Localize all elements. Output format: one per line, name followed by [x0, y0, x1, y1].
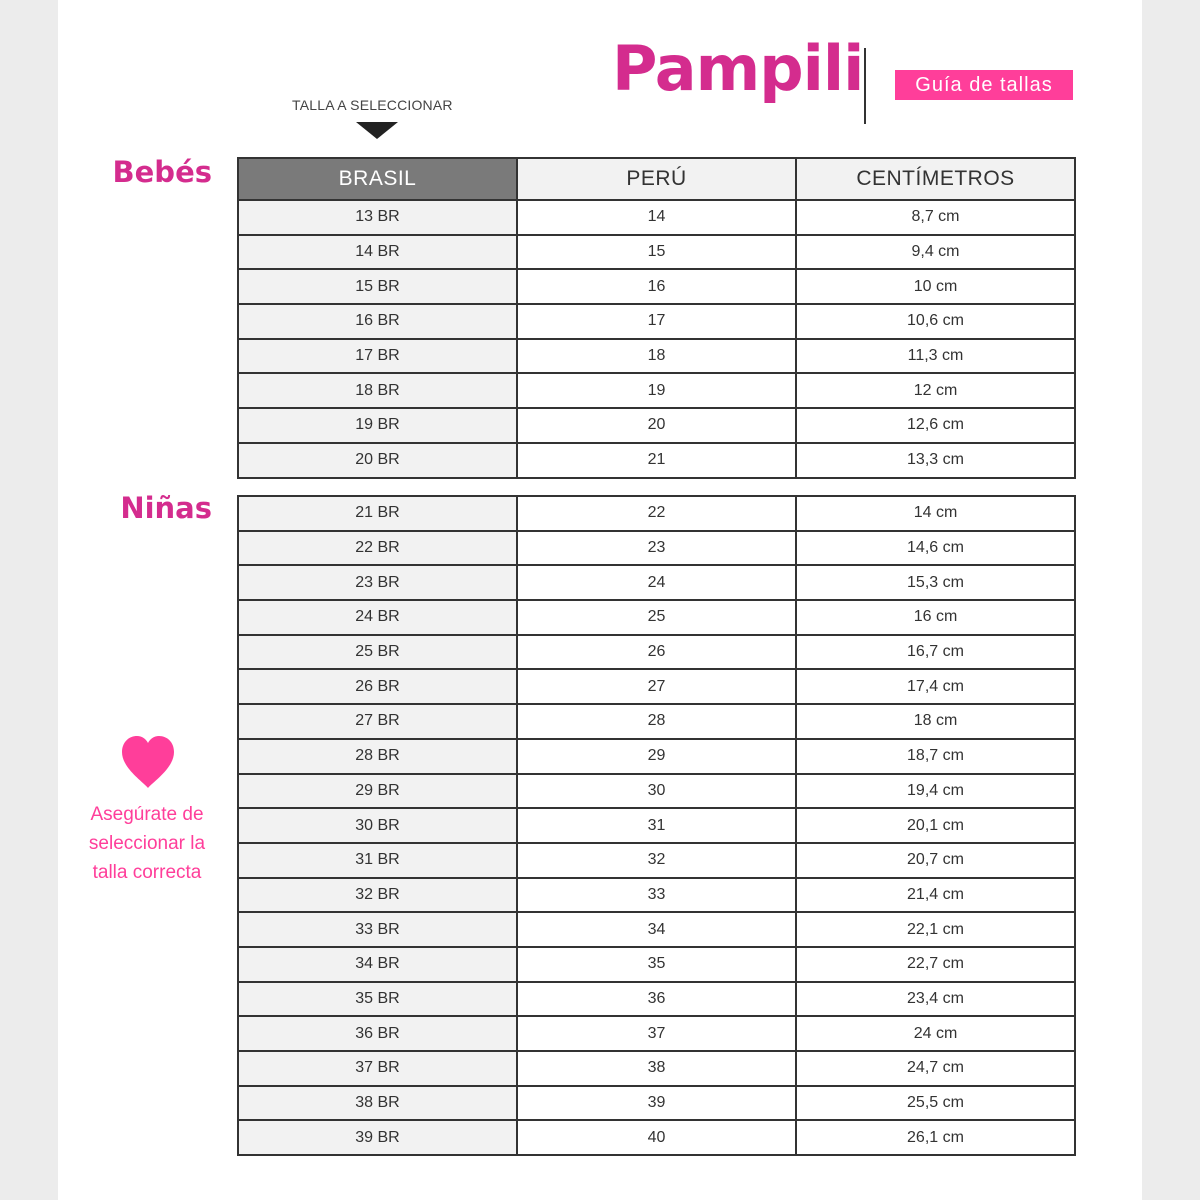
table-row	[238, 235, 1075, 270]
table-row	[238, 531, 1075, 566]
centimeters-cell: 18,7 cm	[796, 739, 1075, 774]
table-row	[238, 269, 1075, 304]
brasil-size-cell: 26 BR	[238, 669, 517, 704]
brasil-size-cell: 29 BR	[238, 774, 517, 809]
peru-size-cell: 36	[517, 982, 796, 1017]
centimeters-cell: 11,3 cm	[796, 339, 1075, 374]
size-note-line: Asegúrate de	[90, 804, 204, 825]
ninas-size-table	[237, 495, 1076, 1156]
peru-size-cell: 28	[517, 704, 796, 739]
peru-size-cell: 22	[517, 496, 796, 531]
table-row	[238, 600, 1075, 635]
centimeters-cell: 14 cm	[796, 496, 1075, 531]
brasil-size-cell: 39 BR	[238, 1120, 517, 1155]
centimeters-cell: 8,7 cm	[796, 200, 1075, 235]
peru-size-cell: 23	[517, 531, 796, 566]
column-header-centimetros: CENTÍMETROS	[796, 158, 1075, 200]
peru-size-cell: 15	[517, 235, 796, 270]
centimeters-cell: 10 cm	[796, 269, 1075, 304]
table-row	[238, 774, 1075, 809]
centimeters-cell: 24 cm	[796, 1016, 1075, 1051]
table-header-row	[238, 158, 1075, 200]
peru-size-cell: 18	[517, 339, 796, 374]
centimeters-cell: 16,7 cm	[796, 635, 1075, 670]
centimeters-cell: 20,1 cm	[796, 808, 1075, 843]
centimeters-cell: 15,3 cm	[796, 565, 1075, 600]
size-guide-badge: Guía de tallas	[895, 70, 1073, 100]
centimeters-cell: 23,4 cm	[796, 982, 1075, 1017]
table-row	[238, 982, 1075, 1017]
centimeters-cell: 12 cm	[796, 373, 1075, 408]
centimeters-cell: 10,6 cm	[796, 304, 1075, 339]
centimeters-cell: 14,6 cm	[796, 531, 1075, 566]
brasil-size-cell: 24 BR	[238, 600, 517, 635]
brasil-size-cell: 37 BR	[238, 1051, 517, 1086]
centimeters-cell: 18 cm	[796, 704, 1075, 739]
centimeters-cell: 25,5 cm	[796, 1086, 1075, 1121]
brasil-size-cell: 38 BR	[238, 1086, 517, 1121]
brasil-size-cell: 13 BR	[238, 200, 517, 235]
table-row	[238, 200, 1075, 235]
column-header-peru: PERÚ	[517, 158, 796, 200]
table-row	[238, 1086, 1075, 1121]
table-row	[238, 408, 1075, 443]
peru-size-cell: 30	[517, 774, 796, 809]
brasil-size-cell: 28 BR	[238, 739, 517, 774]
peru-size-cell: 29	[517, 739, 796, 774]
peru-size-cell: 31	[517, 808, 796, 843]
centimeters-cell: 12,6 cm	[796, 408, 1075, 443]
brasil-size-cell: 30 BR	[238, 808, 517, 843]
brasil-size-cell: 14 BR	[238, 235, 517, 270]
table-row	[238, 339, 1075, 374]
peru-size-cell: 26	[517, 635, 796, 670]
brasil-size-cell: 18 BR	[238, 373, 517, 408]
brasil-size-cell: 19 BR	[238, 408, 517, 443]
centimeters-cell: 16 cm	[796, 600, 1075, 635]
peru-size-cell: 32	[517, 843, 796, 878]
brasil-size-cell: 32 BR	[238, 878, 517, 913]
centimeters-cell: 26,1 cm	[796, 1120, 1075, 1155]
peru-size-cell: 19	[517, 373, 796, 408]
table-row	[238, 1016, 1075, 1051]
table-row	[238, 912, 1075, 947]
peru-size-cell: 16	[517, 269, 796, 304]
table-row	[238, 878, 1075, 913]
brasil-size-cell: 20 BR	[238, 443, 517, 478]
table-row	[238, 635, 1075, 670]
peru-size-cell: 27	[517, 669, 796, 704]
brasil-size-cell: 34 BR	[238, 947, 517, 982]
brasil-size-cell: 31 BR	[238, 843, 517, 878]
table-row	[238, 565, 1075, 600]
peru-size-cell: 24	[517, 565, 796, 600]
brasil-size-cell: 25 BR	[238, 635, 517, 670]
peru-size-cell: 21	[517, 443, 796, 478]
header-divider	[864, 48, 866, 124]
table-row	[238, 739, 1075, 774]
select-size-label: TALLA A SELECCIONAR	[292, 97, 453, 113]
peru-size-cell: 14	[517, 200, 796, 235]
centimeters-cell: 22,7 cm	[796, 947, 1075, 982]
table-row	[238, 947, 1075, 982]
centimeters-cell: 22,1 cm	[796, 912, 1075, 947]
peru-size-cell: 20	[517, 408, 796, 443]
table-row	[238, 496, 1075, 531]
brand-logo: Pampili	[612, 32, 864, 105]
bebes-size-table	[237, 157, 1076, 479]
table-row	[238, 304, 1075, 339]
peru-size-cell: 25	[517, 600, 796, 635]
centimeters-cell: 24,7 cm	[796, 1051, 1075, 1086]
column-header-brasil: BRASIL	[238, 158, 517, 200]
brasil-size-cell: 22 BR	[238, 531, 517, 566]
section-title-ninas: Niñas	[120, 491, 212, 525]
centimeters-cell: 20,7 cm	[796, 843, 1075, 878]
centimeters-cell: 21,4 cm	[796, 878, 1075, 913]
brasil-size-cell: 17 BR	[238, 339, 517, 374]
peru-size-cell: 33	[517, 878, 796, 913]
arrow-down-icon	[356, 122, 398, 139]
table-row	[238, 669, 1075, 704]
size-note	[74, 800, 220, 887]
brasil-size-cell: 27 BR	[238, 704, 517, 739]
centimeters-cell: 9,4 cm	[796, 235, 1075, 270]
table-row	[238, 373, 1075, 408]
table-row	[238, 843, 1075, 878]
size-note-line: talla correcta	[92, 862, 202, 883]
peru-size-cell: 17	[517, 304, 796, 339]
table-row	[238, 443, 1075, 478]
brasil-size-cell: 36 BR	[238, 1016, 517, 1051]
brasil-size-cell: 15 BR	[238, 269, 517, 304]
brasil-size-cell: 21 BR	[238, 496, 517, 531]
brasil-size-cell: 23 BR	[238, 565, 517, 600]
table-row	[238, 808, 1075, 843]
peru-size-cell: 35	[517, 947, 796, 982]
brasil-size-cell: 35 BR	[238, 982, 517, 1017]
centimeters-cell: 17,4 cm	[796, 669, 1075, 704]
brasil-size-cell: 33 BR	[238, 912, 517, 947]
section-title-bebes: Bebés	[112, 155, 212, 189]
centimeters-cell: 19,4 cm	[796, 774, 1075, 809]
table-row	[238, 1051, 1075, 1086]
peru-size-cell: 38	[517, 1051, 796, 1086]
size-note-line: seleccionar la	[88, 833, 206, 854]
peru-size-cell: 39	[517, 1086, 796, 1121]
centimeters-cell: 13,3 cm	[796, 443, 1075, 478]
brasil-size-cell: 16 BR	[238, 304, 517, 339]
peru-size-cell: 34	[517, 912, 796, 947]
table-row	[238, 1120, 1075, 1155]
peru-size-cell: 40	[517, 1120, 796, 1155]
table-row	[238, 704, 1075, 739]
heart-icon	[118, 734, 178, 790]
peru-size-cell: 37	[517, 1016, 796, 1051]
